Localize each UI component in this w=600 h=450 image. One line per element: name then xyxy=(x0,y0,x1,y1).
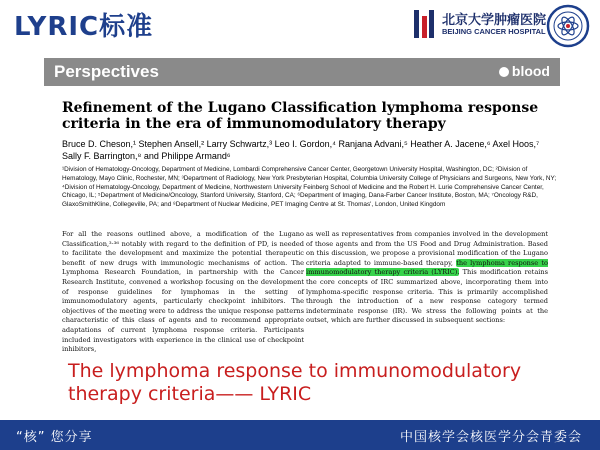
society-seal-icon xyxy=(546,4,590,48)
caption-line-2: therapy criteria—— LYRIC xyxy=(68,383,312,405)
slide-caption xyxy=(68,360,588,406)
article-title: Refinement of the Lugano Classification lymphoma response criteria in the era of immunomodulatory therapy xyxy=(62,100,539,132)
journal-logo xyxy=(499,63,550,79)
journal-name: blood xyxy=(511,63,550,79)
hospital-name-cn: 北京大学肿瘤医院 xyxy=(442,13,547,28)
author-list: Bruce D. Cheson,¹ Stephen Ansell,² Larry Schwartz,³ Leo I. Gordon,⁴ Ranjana Advani,⁵ Heather A. Jacene,⁶ Axel Hoos,⁷ Sally F. Barrington,⁸ and Philippe Armand⁶ xyxy=(62,139,540,161)
footer-slogan: “核” 您分享 xyxy=(16,430,93,445)
body-column-right xyxy=(306,230,548,326)
section-label: Perspectives xyxy=(54,62,159,81)
blood-drop-icon xyxy=(499,67,509,77)
hospital-logo-icon xyxy=(413,8,435,40)
footer-bar xyxy=(0,420,600,450)
body-column-left xyxy=(62,230,304,355)
slide-title: LYRIC标准 xyxy=(14,12,154,42)
body-paragraph-right xyxy=(306,230,548,326)
body-text-before: as well as representatives from companies involved in the development of those agents and from the US Food and Drug Administration. Based on this discussion, we propose a provisional modification of the Lugano criteria adapted to immune-based therapy, xyxy=(306,230,548,267)
paper-excerpt xyxy=(44,58,560,358)
footer-organization: 中国核学会核医学分会青委会 xyxy=(399,430,582,445)
perspectives-bar xyxy=(44,58,560,86)
header-bar xyxy=(0,0,600,50)
body-text-after: This modification retains the core concepts of IRC summarized above, incorporating them into lymphoma-specific response criteria. This is primarily accomplished through the introduction of a new response category termed indeterminate response (IR). We stress the following points at the outset, which are further discussed in subsequent sections: xyxy=(306,268,548,325)
affiliations: ¹Division of Hematology-Oncology, Department of Medicine, Lombardi Comprehensive Cancer Center, Georgetown University Hospital, Washington, DC; ²Division of Hematology, Mayo Clinic, Rochester, MN; ³Department of Radiology, New York Presbyterian Hospital, Columbia University College of Physicians and Surgeons, New York, NY; ⁴Division of Hematology-Oncology, Department of Medicine, Northwestern University Feinberg School of Medicine and the Robert H. Lurie Comprehensive Cancer Center, Chicago, IL; ⁵Department of Medicine/Oncology, Stanford University, Stanford, CA; ⁶Department of Imaging, Dana-Farber Cancer Institute, Boston, MA; ⁷Oncology R&D, GlaxoSmithKline, Collegeville, PA; and ⁸Department of Nuclear Medicine, PET Imaging Centre at St. Thomas', London, United Kingdom xyxy=(62,166,557,209)
caption-line-1: The lymphoma response to immunomodulatory xyxy=(68,360,522,382)
body-paragraph-left: For all the reasons outlined above, a modification of the Lugano Classification,³·³⁶ notably with regard to the definition of PD, is needed to facilitate the development and maximize the potential therapeutic benefit of new drugs with immunologic mechanisms of action. The Lymphoma Research Foundation, in partnership with the Cancer Research Institute, convened a workshop focusing on the development of response guidelines for lymphomas in the setting of immunomodulatory agents, particularly checkpoint inhibitors. The objectives of the meeting were to address the unique response patterns characteristic of this class of agents and to recommend appropriate adaptations of current lymphoma response criteria. Participants included investigators with experience in the clinical use of checkpoint inhibitors, xyxy=(62,230,304,354)
hospital-name-en: BEIJING CANCER HOSPITAL xyxy=(442,27,546,36)
highlighted-lyric-definition: the lymphoma response to immunomodulatory therapy criteria (LYRIC). xyxy=(306,258,549,277)
